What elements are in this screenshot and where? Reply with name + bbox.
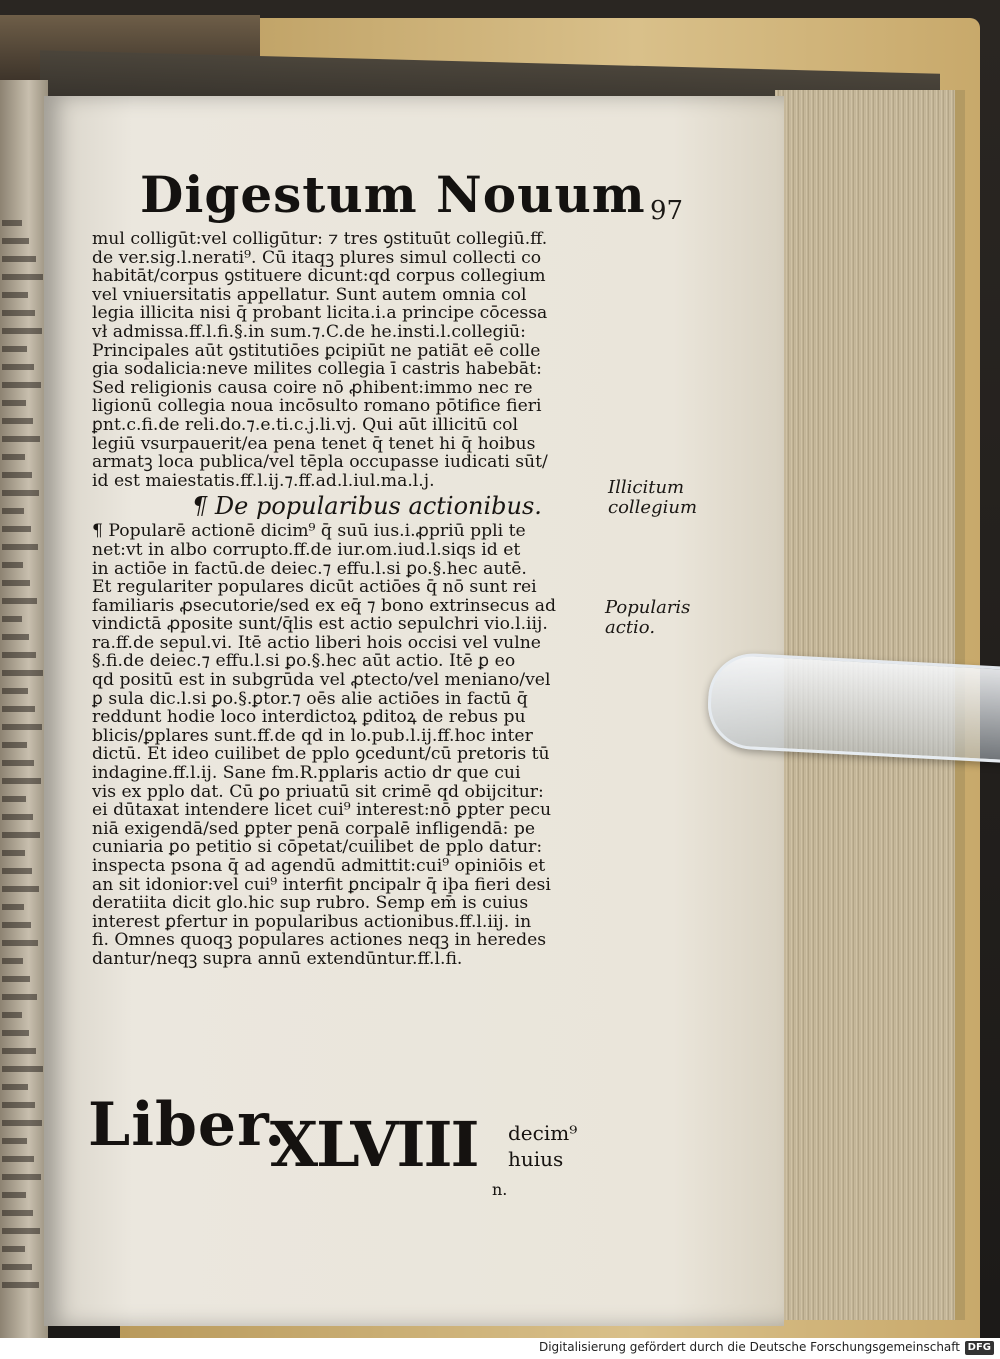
facing-page-text-trace	[2, 1012, 22, 1018]
facing-page-text-trace	[2, 454, 25, 460]
facing-page-text-trace	[2, 634, 29, 640]
facing-page-text-trace	[2, 814, 33, 820]
text-line: interest ꝑfertur in popularibus actionibus.ff.l.iij. in	[92, 912, 532, 932]
text-line: cuniaria ꝑo petitio si cōpetat/cuilibet de pplo datur:	[92, 838, 543, 857]
text-block-popularibus	[92, 522, 600, 968]
text-line: legiū vsurpauerit/ea pena tenet q̄ tenet hi q̄ hoibus	[92, 434, 536, 454]
text-line: legia illicita nisi q̄ probant licita.i.a principe cōcessa	[92, 304, 548, 323]
text-line: in actiōe in factū.de deiec.⁊ effu.l.si ꝑo.§.hec autē.	[92, 559, 527, 579]
dfg-logo-icon: DFG	[965, 1341, 994, 1355]
facing-page-text-trace	[2, 1174, 41, 1180]
facing-page-text-trace	[2, 490, 39, 496]
text-line: vel vniuersitatis appellatur. Sunt autem omnia col	[92, 285, 527, 305]
text-line: mul colligūt:vel colligūtur: ⁊ tres ꝯstituūt collegiū.ff.	[92, 230, 548, 249]
text-line: Et regulariter populares dicūt actiōes q̄ nō sunt rei	[92, 578, 537, 597]
facing-page-text-trace	[2, 670, 43, 676]
catchword: huius	[508, 1147, 564, 1171]
facing-page-text-trace	[2, 958, 23, 964]
text-line: inspecta psona q̄ ad agendū admittit:cui⁹ opiniōis et	[92, 857, 546, 876]
text-line: vis ex pplo dat. Cū ꝑo priuatū sit crimē qḋ obijcitur:	[92, 782, 544, 802]
text-line: fi. Omnes quoqꝫ populares actiones neqꝫ in heredes	[92, 931, 547, 950]
facing-page-text-trace	[2, 274, 43, 280]
facing-page-text-trace	[2, 652, 36, 658]
facing-page-text-trace	[2, 724, 42, 730]
text-line: an sit idonior:vel cui⁹ interfit ꝑncipalr q̄ iþa fieri desi	[92, 875, 551, 895]
text-line: de ver.sig.l.nerati⁹. Cū itaqꝫ plures simul collecti co	[92, 248, 542, 268]
text-line: ꝑnt.c.fi.de reli.do.⁊.e.ti.c.j.li.vj. Qui aūt illicitū col	[92, 415, 519, 435]
facing-page-text-trace	[2, 616, 22, 622]
folio-number: 97	[650, 196, 684, 226]
text-line: ra.ff.de sepul.vi. Itē actio liberi hois occisi vel vulne	[92, 633, 541, 653]
margin-note-line: Popularis	[605, 597, 691, 618]
text-line: dictū. Et ideo cuilibet de pplo ꝯcedunt/cū pretoris tū	[92, 745, 550, 765]
facing-page-text-trace	[2, 1156, 34, 1162]
section-heading: ¶ De popularibus actionibus.	[192, 492, 542, 521]
facing-page-text-trace	[2, 310, 35, 316]
text-line: indagine.ff.l.ij. Sane fm.R.pplaris actio dr que cui	[92, 764, 521, 783]
left-facing-page	[0, 80, 48, 1338]
text-line: dantur/neqꝫ supra annū extendūntur.ff.l.fi.	[92, 949, 463, 969]
facing-page-text-trace	[2, 1030, 29, 1036]
text-line: habitāt/corpus ꝯstituere dicunt:qḋ corpus collegium	[92, 267, 546, 286]
facing-page-text-trace	[2, 382, 41, 388]
facing-page-text-trace	[2, 598, 37, 604]
margin-note-illicitum	[608, 478, 697, 518]
margin-note-popularis	[605, 598, 690, 638]
facing-page-text-trace	[2, 904, 24, 910]
margin-note-line: Illicitum	[608, 477, 685, 498]
text-line: niā exigendā/sed ꝑpter penā corpalē infligendā: pe	[92, 819, 536, 839]
facing-page-text-trace	[2, 1228, 40, 1234]
facing-page-text-trace	[2, 760, 34, 766]
facing-page-text-trace	[2, 1048, 36, 1054]
facing-page-text-trace	[2, 256, 36, 262]
facing-page-text-trace	[2, 1282, 39, 1288]
facing-page-text-trace	[2, 220, 22, 226]
text-line: ¶ Popularē actionē dicim⁹ q̄ suū ius.i.ꝓpriū ppli te	[92, 522, 526, 541]
facing-page-text-trace	[2, 742, 27, 748]
text-line: deratiita dicit glo.hic sup rubro. Semp em̄ is cuius	[92, 894, 529, 913]
facing-page-text-trace	[2, 580, 30, 586]
running-head: Digestum Nouum	[140, 165, 646, 224]
funding-credit: Digitalisierung gefördert durch die Deutsche Forschungsgemeinschaft	[538, 1340, 960, 1354]
margin-note-line: actio.	[605, 617, 656, 638]
facing-page-text-trace	[2, 1066, 43, 1072]
text-line: familiaris ꝓsecutorie/sed ex eq̄ ⁊ bono extrinsecus ad	[92, 596, 557, 616]
facing-page-text-trace	[2, 418, 33, 424]
text-block-collegia	[92, 230, 600, 490]
facing-page-text-trace	[2, 544, 38, 550]
text-column	[92, 230, 600, 969]
facing-page-text-trace	[2, 850, 25, 856]
facing-page-text-trace	[2, 994, 37, 1000]
facing-page-text-trace	[2, 1246, 25, 1252]
text-line: vł admissa.ff.l.fi.§.in sum.⁊.C.de he.insti.l.collegiū:	[92, 322, 526, 342]
text-line: armatꝫ loca publica/vel tēpla occupasse iudicati sūt/	[92, 453, 548, 472]
facing-page-text-trace	[2, 508, 24, 514]
text-line: blicis/ꝑplares sunt.ff.de qḋ in lo.pub.l.ij.ff.hoc inter	[92, 726, 533, 746]
facing-page-text-trace	[2, 436, 40, 442]
facing-page-text-trace	[2, 940, 38, 946]
facing-page-text-trace	[2, 1102, 35, 1108]
text-line: vindictā ꝓposite sunt/q̄lis est actio sepulchri vio.l.iij.	[92, 615, 548, 634]
text-line: ei dūtaxat intendere licet cui⁹ interest:nō ꝑpter pecu	[92, 801, 552, 820]
signature-mark: n.	[492, 1180, 508, 1199]
facing-page-text-trace	[2, 868, 32, 874]
facing-page-text-trace	[2, 922, 31, 928]
liber-heading: Liber.	[88, 1090, 287, 1160]
text-line: id est maiestatis.ff.l.ij.⁊.ff.ad.l.iul.ma.l.j.	[92, 471, 435, 491]
footer-bar	[0, 1338, 1000, 1359]
glass-page-weight	[706, 651, 1000, 764]
facing-page-text-trace	[2, 832, 40, 838]
facing-page-text-trace	[2, 976, 30, 982]
text-line: qḋ positū est in subgrūda vel ꝓtecto/vel meniano/vel	[92, 671, 551, 690]
text-line: Sed religionis causa coire nō ꝓhibent:immo nec re	[92, 378, 533, 398]
facing-page-text-trace	[2, 1084, 28, 1090]
text-line: reddunt hodie loco interdictoꝝ ꝑditoꝝ de rebus pu	[92, 708, 526, 727]
facing-page-text-trace	[2, 1192, 26, 1198]
facing-page-text-trace	[2, 886, 39, 892]
margin-note-line: collegium	[608, 497, 698, 518]
facing-page-text-trace	[2, 238, 29, 244]
facing-page-text-trace	[2, 1264, 32, 1270]
facing-page-text-trace	[2, 292, 28, 298]
text-line: net:vt in albo corrupto.ff.de iur.om.iud.l.siqs id et	[92, 540, 521, 560]
facing-page-text-trace	[2, 328, 42, 334]
text-line: ligionū collegia noua incōsulto romano pōtifice fieri	[92, 397, 542, 416]
facing-page-text-trace	[2, 400, 26, 406]
facing-page-text-trace	[2, 526, 31, 532]
text-line: Principales aūt ꝯstitutiōes ꝑcipiūt ne patiāt eē colle	[92, 341, 541, 361]
catchwords	[508, 1120, 577, 1172]
facing-page-text-trace	[2, 796, 26, 802]
facing-page-text-trace	[2, 1210, 33, 1216]
facing-page-text-trace	[2, 562, 23, 568]
facing-page-text-trace	[2, 688, 28, 694]
book-number: XLVIII	[270, 1108, 478, 1181]
facing-page-text-trace	[2, 778, 41, 784]
facing-page-text-trace	[2, 346, 27, 352]
facing-page-text-trace	[2, 472, 32, 478]
facing-page-text-trace	[2, 706, 35, 712]
text-line: gia sodalicia:neve milites collegia ī castris habebāt:	[92, 360, 542, 379]
facing-page-text-trace	[2, 364, 34, 370]
text-line: ꝑ sula dic.l.si ꝑo.§.ꝑtor.⁊ oēs alie actiōes in factū q̄	[92, 689, 528, 709]
facing-page-text-trace	[2, 1138, 27, 1144]
catchword: decim⁹	[508, 1121, 578, 1145]
facing-page-text-trace	[2, 1120, 42, 1126]
text-line: §.fi.de deiec.⁊ effu.l.si ꝑo.§.hec aūt actio. Itē ꝑ eo	[92, 652, 516, 672]
